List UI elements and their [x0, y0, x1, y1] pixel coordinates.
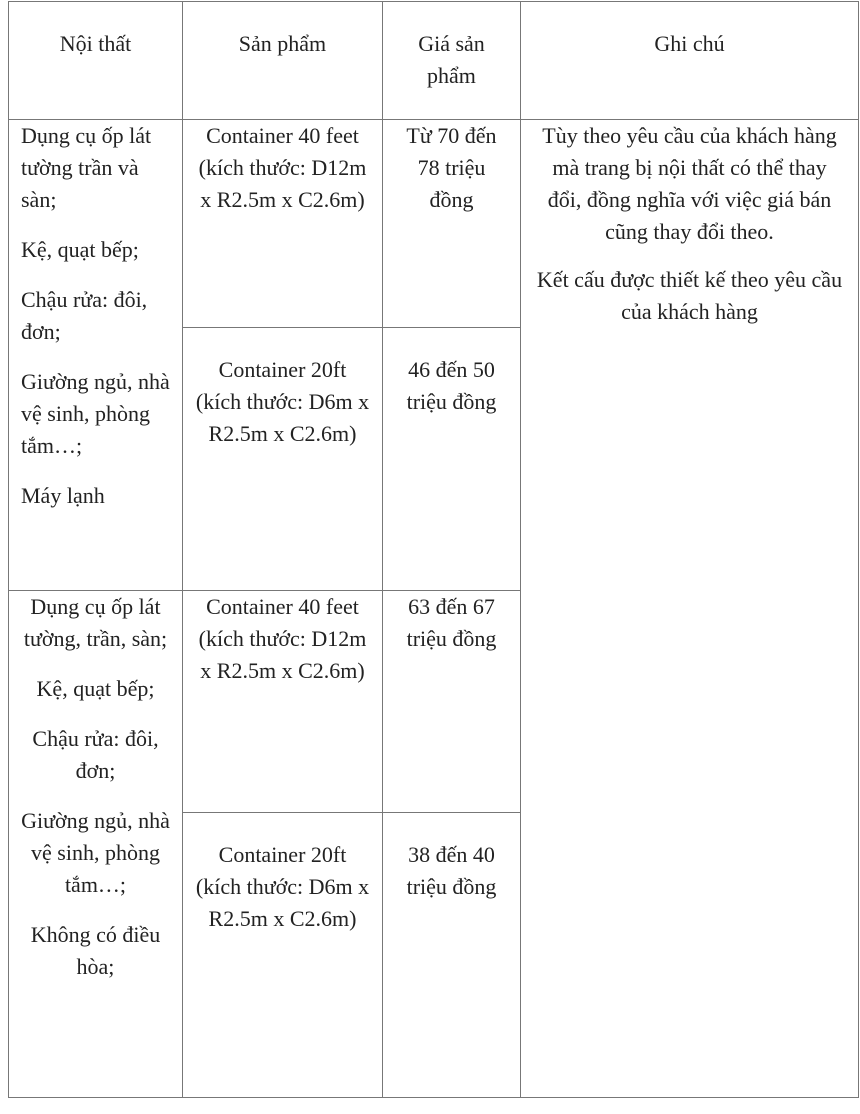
interior-item: Máy lạnh: [21, 483, 105, 508]
price-cell: Từ 70 đến 78 triệu đồng: [383, 120, 521, 328]
price-cell: 46 đến 50 triệu đồng: [383, 328, 521, 591]
note-paragraph: Kết cấu được thiết kế theo yêu cầu của khách hàng: [536, 267, 843, 324]
header-interior: Nội thất: [9, 2, 183, 120]
product-cell: Container 20ft (kích thước: D6m x R2.5m x C2.6m): [183, 813, 383, 1098]
price-cell: 63 đến 67 triệu đồng: [383, 591, 521, 813]
interior-item: Dụng cụ ốp lát tường trần và sàn;: [21, 123, 152, 212]
interior-item: Kệ, quạt bếp;: [36, 676, 155, 701]
interior-item: Dụng cụ ốp lát tường, trần, sàn;: [23, 594, 168, 651]
interior-cell-group-2: [9, 591, 183, 1098]
product-cell: Container 20ft (kích thước: D6m x R2.5m x C2.6m): [183, 328, 383, 591]
table-row: [9, 120, 859, 328]
price-cell: 38 đến 40 triệu đồng: [383, 813, 521, 1098]
header-row: [9, 2, 859, 120]
product-cell: Container 40 feet (kích thước: D12m x R2.5m x C2.6m): [183, 591, 383, 813]
interior-item: Không có điều hòa;: [30, 922, 161, 979]
header-product: Sản phẩm: [183, 2, 383, 120]
note-cell: [521, 120, 859, 1098]
interior-item: Chậu rửa: đôi, đơn;: [21, 287, 148, 344]
interior-item: Giường ngủ, nhà vệ sinh, phòng tắm…;: [21, 369, 170, 458]
header-price: Giá sản phẩm: [383, 2, 521, 120]
note-paragraph: Tùy theo yêu cầu của khách hàng mà trang bị nội thất có thể thay đổi, đồng nghĩa với việc giá bán cũng thay đổi theo.: [542, 123, 837, 244]
product-cell: Container 40 feet (kích thước: D12m x R2.5m x C2.6m): [183, 120, 383, 328]
interior-cell-group-1: [9, 120, 183, 591]
interior-item: Giường ngủ, nhà vệ sinh, phòng tắm…;: [21, 808, 170, 897]
price-table: [8, 1, 859, 1098]
header-note: Ghi chú: [521, 2, 859, 120]
interior-item: Kệ, quạt bếp;: [21, 237, 139, 262]
interior-item: Chậu rửa: đôi, đơn;: [32, 726, 159, 783]
